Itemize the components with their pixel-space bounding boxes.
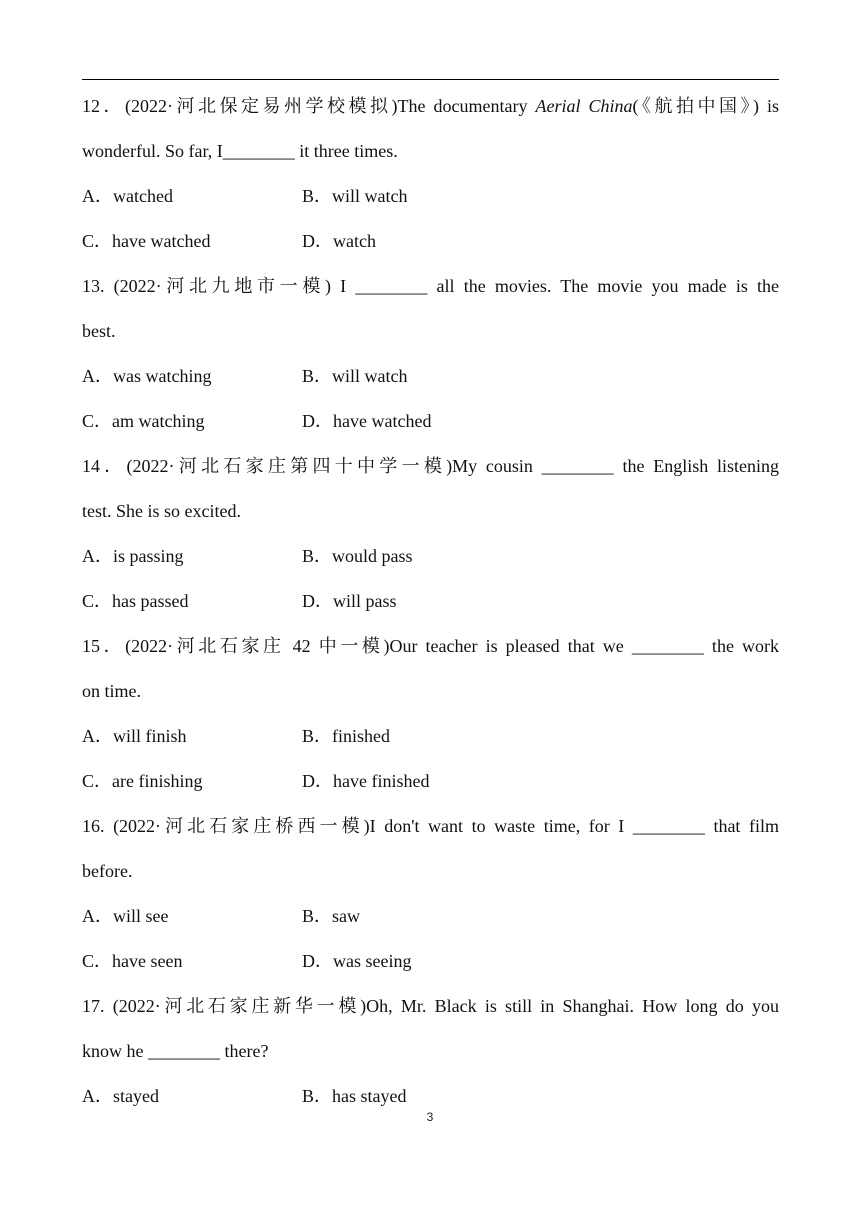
question-15-line-1: 15．(2022·河北石家庄 42 中一模)Our teacher is pleased that we ________ the work xyxy=(82,636,779,656)
question-16-option-d: D．was seeing xyxy=(302,951,412,971)
question-12-option-a: A．watched xyxy=(82,186,173,206)
question-12-line-1: 12．(2022·河北保定易州学校模拟)The documentary Aerial China(《航拍中国》) is xyxy=(82,96,779,116)
question-13-line-2: best. xyxy=(82,321,116,341)
header-rule xyxy=(82,79,779,80)
question-17-option-b: B．has stayed xyxy=(302,1086,407,1106)
question-16-option-c: C．have seen xyxy=(82,951,183,971)
question-15-option-c: C．are finishing xyxy=(82,771,203,791)
question-15-option-d: D．have finished xyxy=(302,771,430,791)
question-15-line-2: on time. xyxy=(82,681,141,701)
page-number: 3 xyxy=(426,1110,434,1124)
question-14-option-a: A．is passing xyxy=(82,546,184,566)
question-12-option-d: D．watch xyxy=(302,231,376,251)
question-14-line-2: test. She is so excited. xyxy=(82,501,241,521)
question-15-option-a: A．will finish xyxy=(82,726,187,746)
question-14-option-d: D．will pass xyxy=(302,591,397,611)
question-16-option-b: B．saw xyxy=(302,906,360,926)
question-12-line-2: wonderful. So far, I________ it three times. xyxy=(82,141,398,161)
question-15-option-b: B．finished xyxy=(302,726,390,746)
question-17-option-a: A．stayed xyxy=(82,1086,159,1106)
question-17-line-1: 17. (2022·河北石家庄新华一模)Oh, Mr. Black is still in Shanghai. How long do you xyxy=(82,996,779,1016)
question-13-option-b: B．will watch xyxy=(302,366,408,386)
question-17-line-2: know he ________ there? xyxy=(82,1041,269,1061)
question-13-option-a: A．was watching xyxy=(82,366,212,386)
question-16-line-2: before. xyxy=(82,861,133,881)
question-12-option-b: B．will watch xyxy=(302,186,408,206)
question-16-option-a: A．will see xyxy=(82,906,169,926)
question-13-option-c: C．am watching xyxy=(82,411,205,431)
question-16-line-1: 16. (2022·河北石家庄桥西一模)I don't want to waste time, for I ________ that film xyxy=(82,816,779,836)
question-14-option-c: C．has passed xyxy=(82,591,189,611)
question-12-option-c: C．have watched xyxy=(82,231,211,251)
question-14-line-1: 14．(2022·河北石家庄第四十中学一模)My cousin ________ the English listening xyxy=(82,456,779,476)
question-14-option-b: B．would pass xyxy=(302,546,413,566)
question-13-line-1: 13. (2022·河北九地市一模) I ________ all the movies. The movie you made is the xyxy=(82,276,779,296)
question-13-option-d: D．have watched xyxy=(302,411,432,431)
